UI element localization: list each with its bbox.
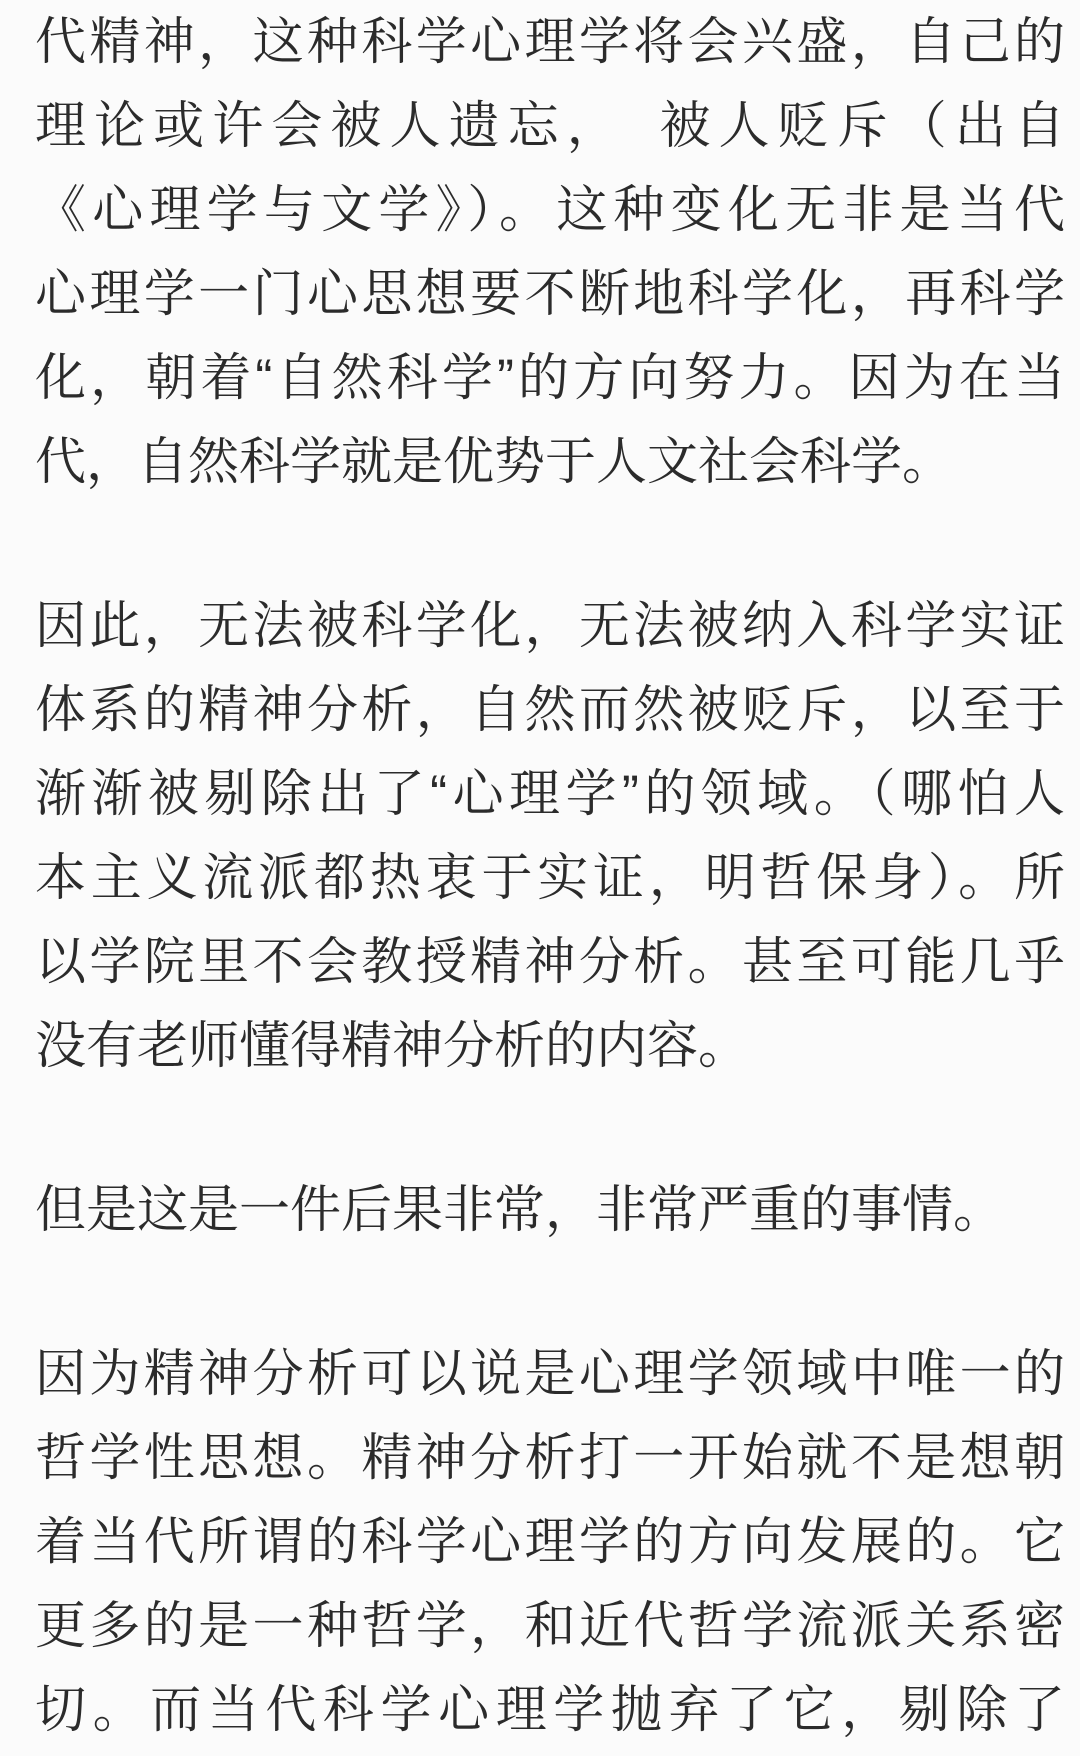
text-line: 哲学性思想。精神分析打一开始就不是想朝 — [35, 1429, 1065, 1486]
text-line: 本主义流派都热衷于实证，明哲保身）。所 — [35, 849, 1065, 906]
paragraph — [35, 0, 1065, 504]
paragraph — [35, 1168, 1065, 1252]
text-line: 着当代所谓的科学心理学的方向发展的。它 — [35, 1513, 1065, 1570]
text-line: 代，自然科学就是优势于人文社会科学。 — [35, 433, 954, 490]
text-line: 没有老师懂得精神分析的内容。 — [35, 1017, 750, 1074]
text-line: 以学院里不会教授精神分析。甚至可能几乎 — [35, 933, 1065, 990]
text-line: 心理学一门心思想要不断地科学化，再科学 — [35, 265, 1065, 322]
paragraph — [35, 584, 1065, 1088]
text-line: 因此，无法被科学化，无法被纳入科学实证 — [35, 597, 1065, 654]
text-line: 更多的是一种哲学，和近代哲学流派关系密 — [35, 1597, 1065, 1654]
text-line: 《心理学与文学》）。这种变化无非是当代 — [35, 181, 1065, 238]
paragraph — [35, 1332, 1065, 1752]
text-line: 切。而当代科学心理学抛弃了它，剔除了 — [35, 1681, 1065, 1738]
text-line: 渐渐被剔除出了“心理学”的领域。（哪怕人 — [35, 765, 1065, 822]
text-line: 化，朝着“自然科学”的方向努力。因为在当 — [35, 349, 1065, 406]
text-line: 但是这是一件后果非常，非常严重的事情。 — [35, 1181, 1005, 1238]
text-line: 体系的精神分析，自然而然被贬斥，以至于 — [35, 681, 1065, 738]
text-line: 代精神，这种科学心理学将会兴盛，自己的 — [35, 13, 1065, 70]
text-line: 理论或许会被人遗忘， 被人贬斥（出自 — [35, 97, 1065, 154]
text-line: 因为精神分析可以说是心理学领域中唯一的 — [35, 1345, 1065, 1402]
